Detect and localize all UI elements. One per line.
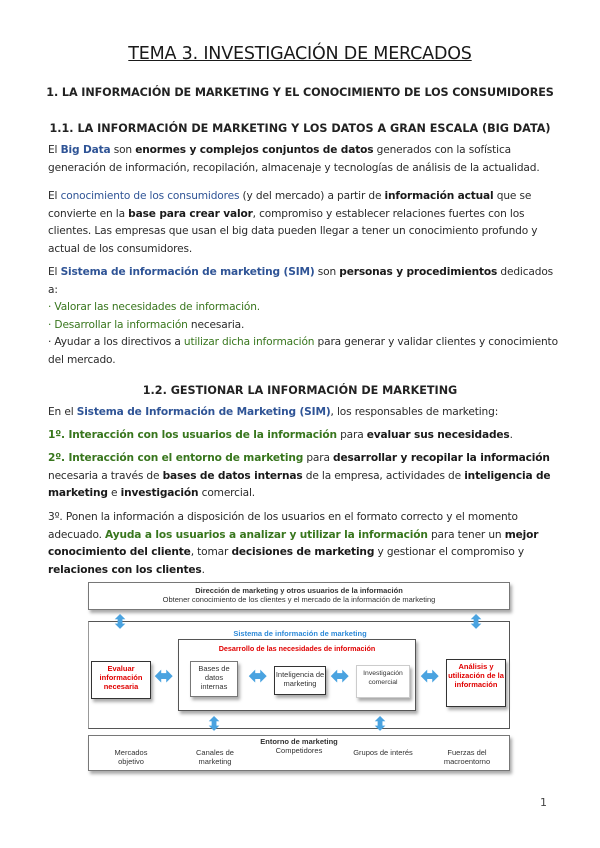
text: que se convierte en la xyxy=(48,190,532,220)
text: generados con la sofística generación de información, recopilación, almacenaje y tecnologías de análisis de la actualidad. xyxy=(48,144,540,174)
sim-title: Sistema de información de marketing xyxy=(233,629,367,638)
environment-item: Mercados objetivo xyxy=(114,748,148,766)
bullet-2: · Desarrollar la información xyxy=(48,318,188,331)
step-3-text: 3º. Ponen la información a disposición de los usuarios en el formato correcto y el momento adecuado. xyxy=(48,511,518,541)
vertical-double-arrow-icon: ⬍ xyxy=(206,714,222,734)
text: . xyxy=(201,563,205,576)
text: El xyxy=(48,266,61,278)
vertical-double-arrow-icon: ⬍ xyxy=(372,714,388,734)
bold-text: información actual xyxy=(384,190,494,202)
horizontal-double-arrow-icon: ⬌ xyxy=(248,663,268,688)
section-1-heading: 1. LA INFORMACIÓN DE MARKETING Y EL CONOCIMIENTO DE LOS CONSUMIDORES xyxy=(46,86,554,99)
text: y gestionar el compromiso y xyxy=(374,546,525,558)
term-consumer-knowledge: conocimiento de los consumidores xyxy=(60,190,240,202)
text: de la empresa, actividades de xyxy=(302,469,465,482)
assess-information-box: Evaluar información necesaria xyxy=(91,661,151,699)
bold-text: decisiones de marketing xyxy=(231,546,375,558)
term-sim: Sistema de información de marketing (SIM) xyxy=(60,266,315,278)
text: para xyxy=(303,452,334,464)
vertical-double-arrow-icon: ⬍ xyxy=(468,612,484,632)
environment-title: Entorno de marketing xyxy=(260,737,338,746)
management-title: Dirección de marketing y otros usuarios de la información xyxy=(195,586,403,595)
text: comercial. xyxy=(198,487,255,499)
green-bold-text: Ayuda a los usuarios a analizar y utilizar la información xyxy=(105,528,428,541)
text: dedicados a: xyxy=(48,266,554,296)
bold-text: personas y procedimientos xyxy=(339,266,498,278)
bullet-3: · Ayudar a los directivos a xyxy=(48,336,184,348)
step-1-label: 1º. Interacción con los usuarios de la información xyxy=(48,429,337,441)
text: , compromiso y establecer relaciones fuertes con los clientes. Las empresas que usan el big data pueden llegar a tener un conocimiento profundo y actual de los consumidores. xyxy=(48,207,538,255)
text: , tomar xyxy=(190,546,232,558)
paragraph-step-2 xyxy=(48,450,558,503)
paragraph-step-1 xyxy=(48,427,558,445)
page-number: 1 xyxy=(540,796,547,809)
bold-text: desarrollar y recopilar la información xyxy=(333,452,550,464)
vertical-double-arrow-icon: ⬍ xyxy=(112,612,128,632)
paragraph-sim-responsables xyxy=(48,404,558,422)
section-1-1-heading: 1.1. LA INFORMACIÓN DE MARKETING Y LOS DATOS A GRAN ESCALA (BIG DATA) xyxy=(49,122,551,135)
term-big-data: Big Data xyxy=(60,144,111,156)
green-text: utilizar dicha información xyxy=(183,336,315,348)
text: En el xyxy=(48,406,77,418)
environment-item: Canales de marketing xyxy=(196,748,234,766)
bold-text: base para crear valor xyxy=(128,207,253,220)
management-users-box xyxy=(88,582,510,610)
text: . xyxy=(509,429,513,441)
bold-text: evaluar sus necesidades xyxy=(366,429,510,441)
marketing-environment-box xyxy=(88,735,510,771)
sim-diagram xyxy=(88,577,512,775)
text: son xyxy=(314,266,340,278)
paragraph-step-3 xyxy=(48,509,558,579)
text: para generar y validar clientes y conocimiento del mercado. xyxy=(48,336,558,366)
environment-item: Competidores xyxy=(275,746,323,755)
paragraph-big-data xyxy=(48,142,558,177)
environment-item: Fuerzas del macroentorno xyxy=(443,748,491,766)
horizontal-double-arrow-icon: ⬌ xyxy=(330,663,350,688)
analysis-use-box: Análisis y utilización de la información xyxy=(446,659,506,707)
text: El xyxy=(48,144,61,156)
text: , los responsables de marketing: xyxy=(330,406,499,418)
text: son xyxy=(110,144,136,156)
internal-databases-box: Bases de datos internas xyxy=(190,661,238,697)
text: necesaria. xyxy=(187,318,245,331)
environment-item: Grupos de interés xyxy=(353,748,413,757)
section-1-2-heading: 1.2. GESTIONAR LA INFORMACIÓN DE MARKETING xyxy=(142,384,458,397)
environment-items xyxy=(89,746,509,766)
term-sim: Sistema de Información de Marketing (SIM) xyxy=(76,406,331,418)
bold-text: investigación xyxy=(120,487,199,499)
bullet-1: · Valorar las necesidades de información. xyxy=(48,301,260,313)
bold-text: mejor conocimiento del cliente xyxy=(48,528,539,558)
horizontal-double-arrow-icon: ⬌ xyxy=(154,663,174,688)
development-title: Desarrollo de las necesidades de información xyxy=(218,644,376,653)
text: para tener un xyxy=(427,528,505,541)
text: e xyxy=(107,487,121,499)
step-2-label: 2º. Interacción con el entorno de marketing xyxy=(48,452,304,464)
bold-text: bases de datos internas xyxy=(162,469,303,482)
marketing-research-box: Investigación comercial xyxy=(356,665,410,698)
text: para xyxy=(336,429,367,441)
marketing-intelligence-box: Inteligencia de marketing xyxy=(274,666,326,695)
horizontal-double-arrow-icon: ⬌ xyxy=(420,663,440,688)
bold-text: inteligencia de marketing xyxy=(48,469,551,499)
text: El xyxy=(48,190,61,202)
paragraph-sim xyxy=(48,264,558,369)
management-subtitle: Obtener conocimiento de los clientes y el mercado de la información de marketing xyxy=(162,595,436,604)
page-title: TEMA 3. INVESTIGACIÓN DE MERCADOS xyxy=(128,44,472,64)
bold-text: relaciones con los clientes xyxy=(48,563,202,576)
text: necesaria a través de xyxy=(48,469,163,482)
paragraph-consumer-knowledge xyxy=(48,188,558,258)
text: (y del mercado) a partir de xyxy=(239,190,385,202)
bold-text: enormes y complejos conjuntos de datos xyxy=(135,144,374,156)
